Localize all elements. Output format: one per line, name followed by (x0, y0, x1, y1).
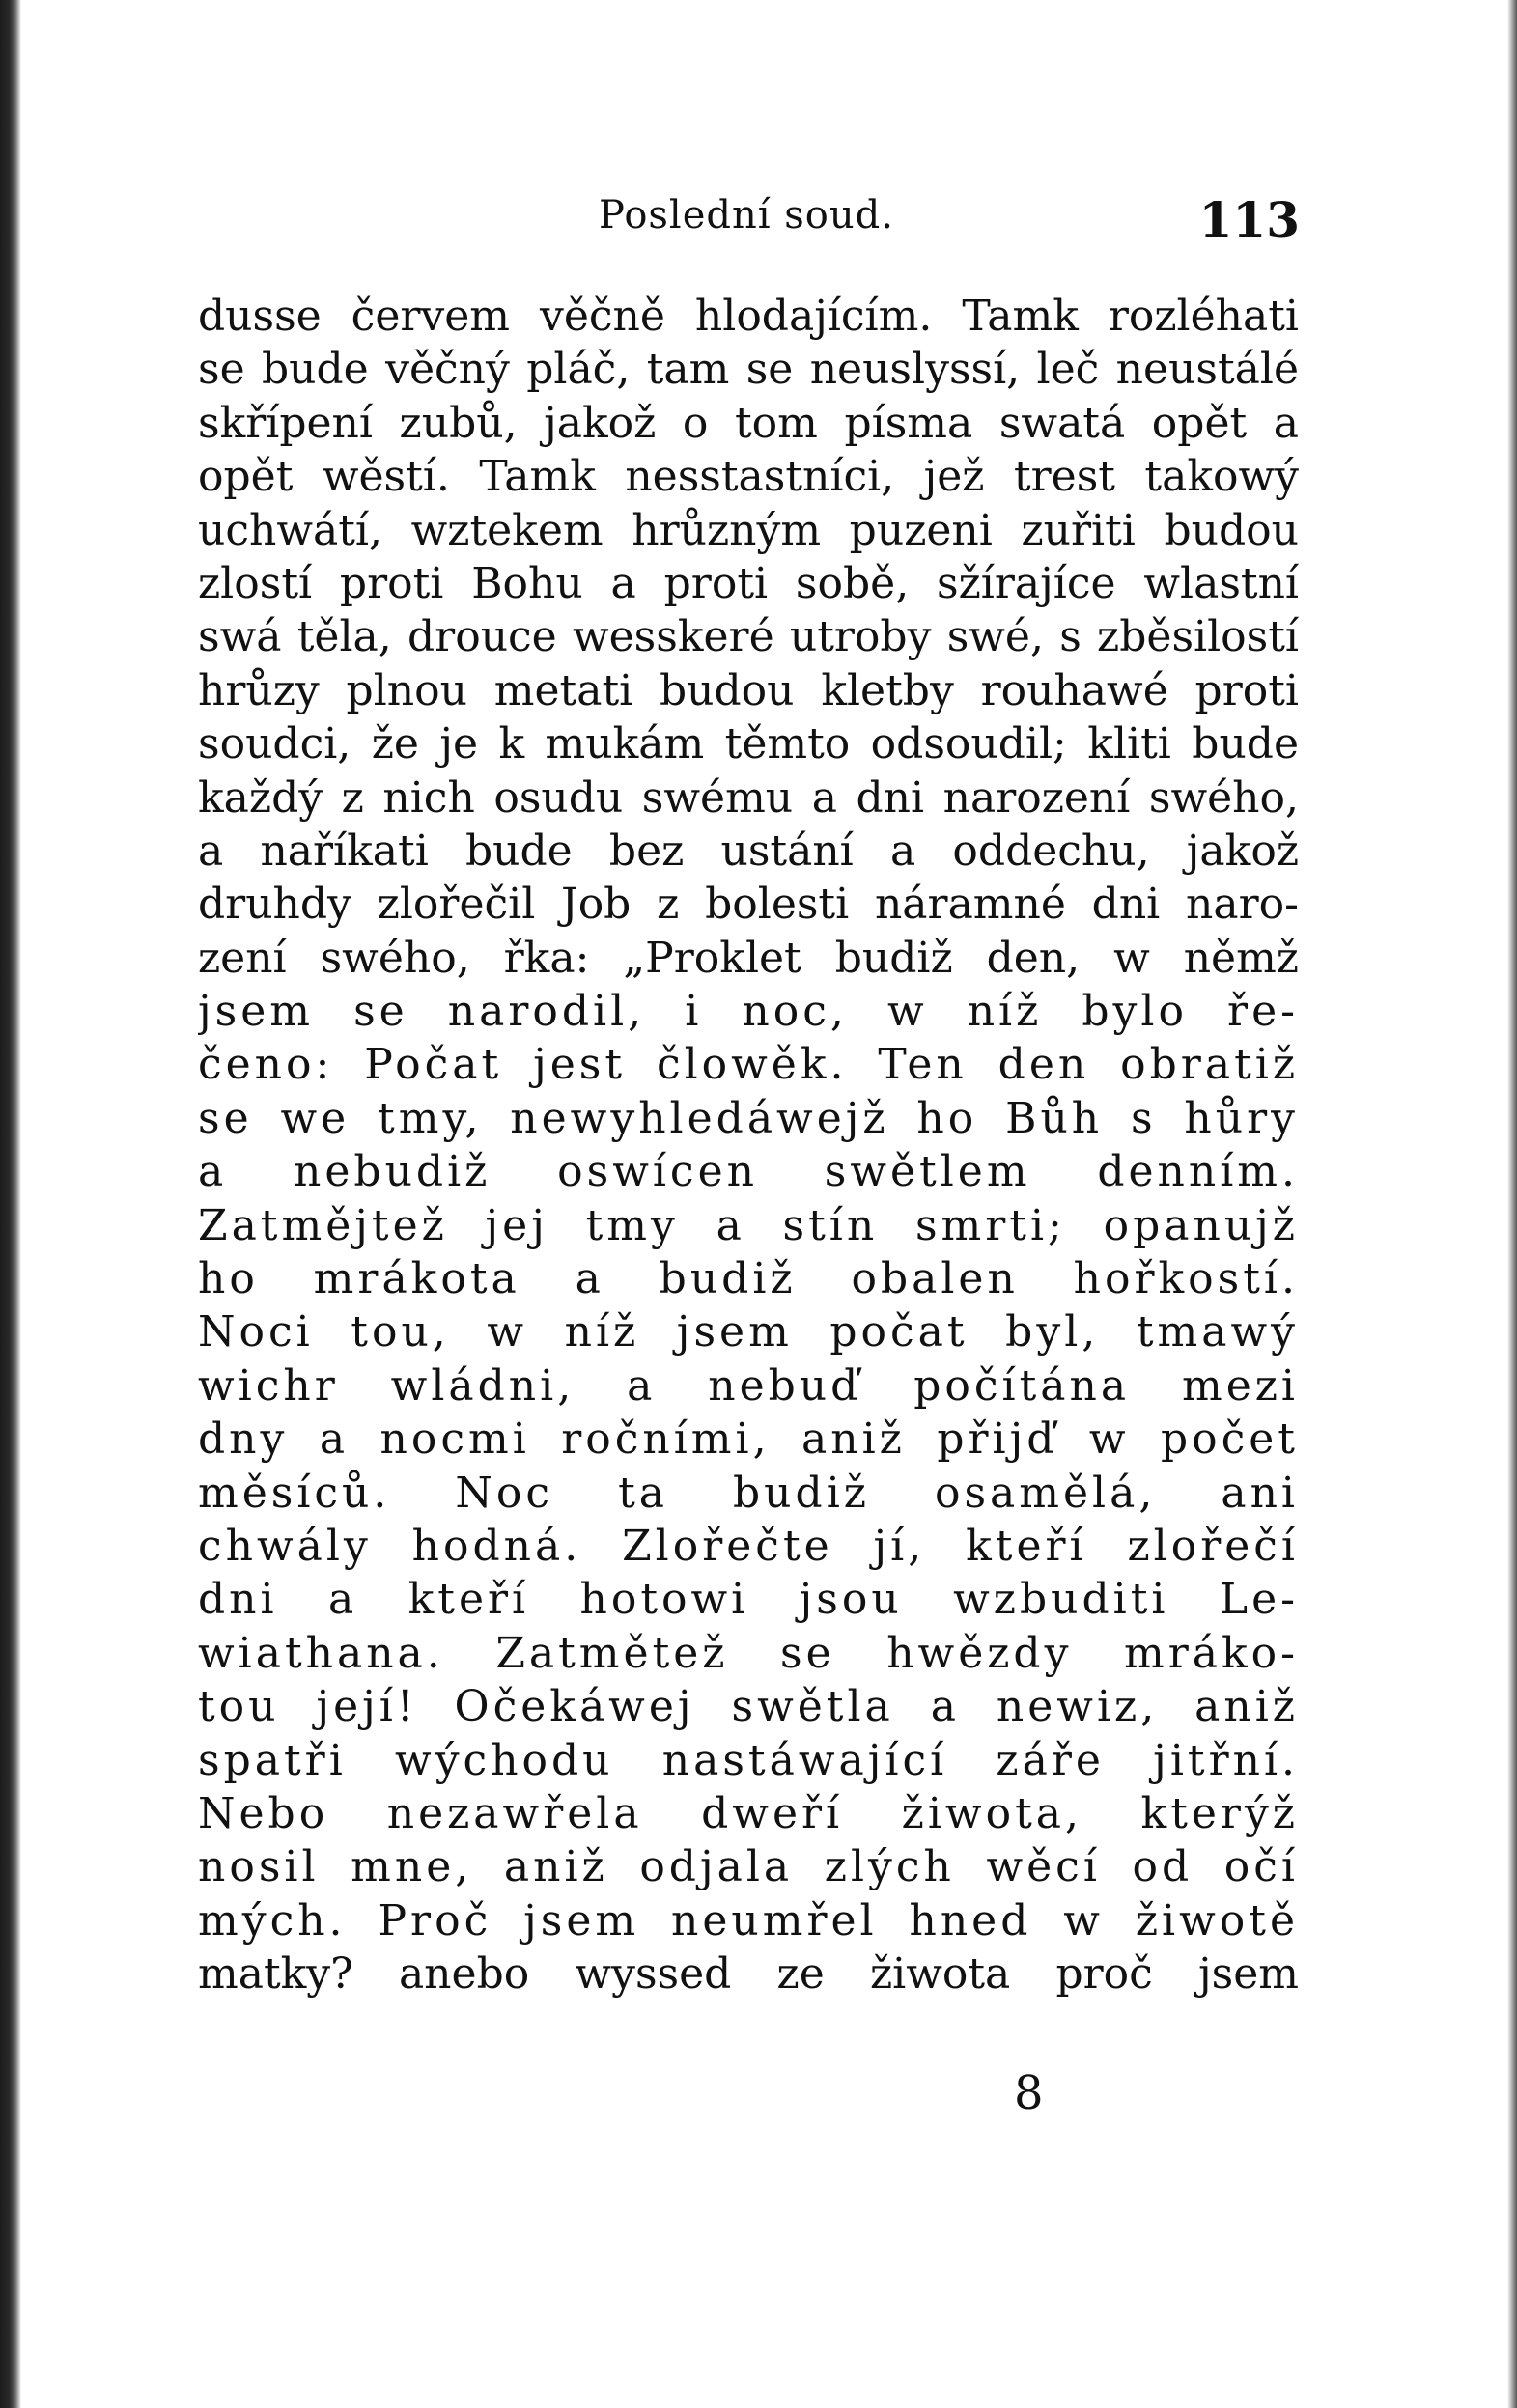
text-line: matky? anebo wyssed ze žiwota proč jsem (198, 1949, 1299, 2000)
text-line: Zatmějtež jej tmy a stín smrti; opanujž (198, 1200, 1299, 1250)
text-line: dny a nocmi ročními, aniž přijď w počet (198, 1414, 1299, 1465)
text-line: mých. Proč jsem neumřel hned w žiwotě (198, 1895, 1299, 1946)
page-header (193, 185, 1300, 253)
text-line: zlostí proti Bohu a proti sobě, sžírajíce wlastní (198, 558, 1299, 608)
text-line: ho mrákota a budiž obalen hořkostí. (198, 1254, 1299, 1304)
text-line: dni a kteří hotowi jsou wzbuditi Le- (198, 1575, 1299, 1625)
running-title: Poslední soud. (599, 193, 894, 238)
signature-mark: 8 (1014, 2066, 1044, 2120)
text-line: uchwátí, wztekem hrůzným puzeni zuřiti budou (198, 505, 1299, 555)
text-line: chwály hodná. Zlořečte jí, kteří zlořečí (198, 1521, 1299, 1571)
text-line: skřípení zubů, jakož o tom písma swatá opět a (198, 398, 1299, 448)
text-line: wichr wládni, a nebuď počítána mezi (198, 1360, 1299, 1411)
text-line: wiathana. Zatmětež se hwězdy mráko- (198, 1628, 1299, 1678)
text-line: opět wěstí. Tamk nesstastníci, jež trest takowý (198, 452, 1299, 502)
text-line: se bude věčný pláč, tam se neuslyssí, leč neustálé (198, 345, 1299, 395)
text-line: Noci tou, w níž jsem počat byl, tmawý (198, 1307, 1299, 1358)
text-line: dusse červem věčně hlodajícím. Tamk rozléhati (198, 292, 1299, 341)
text-line: nosil mne, aniž odjala zlých wěcí od očí (198, 1842, 1299, 1892)
text-line: čeno: Počat jest člowěk. Ten den obratiž (198, 1040, 1299, 1090)
text-line: se we tmy, newyhledáwejž ho Bůh s hůry (198, 1093, 1299, 1143)
text-line: hrůzy plnou metati budou kletby rouhawé proti (198, 665, 1299, 715)
page-number: 113 (1198, 191, 1300, 248)
text-line: druhdy zlořečil Job z bolesti náramné dni naro- (198, 880, 1299, 930)
text-line: zení swého, řka: „Proklet budiž den, w němž (198, 933, 1299, 983)
text-line: a naříkati bude bez ustání a oddechu, jakož (198, 826, 1299, 876)
text-line: tou její! Očekáwej swětla a newiz, aniž (198, 1682, 1299, 1732)
text-line: swá těla, drouce wesskeré utroby swé, s zběsilostí (198, 612, 1299, 662)
text-line: soudci, že je k mukám těmto odsoudil; kliti bude (198, 719, 1299, 770)
text-line: a nebudiž oswícen swětlem denním. (198, 1147, 1299, 1197)
text-line: Nebo nezawřela dweří žiwota, kterýž (198, 1788, 1299, 1838)
text-line: měsíců. Noc ta budiž osamělá, ani (198, 1468, 1299, 1518)
text-line: každý z nich osudu swému a dni narození swého, (198, 772, 1299, 823)
text-line: jsem se narodil, i noc, w níž bylo ře- (198, 987, 1299, 1037)
body-text (198, 290, 1299, 2002)
text-line: spatři wýchodu nastáwající záře jitřní. (198, 1735, 1299, 1785)
